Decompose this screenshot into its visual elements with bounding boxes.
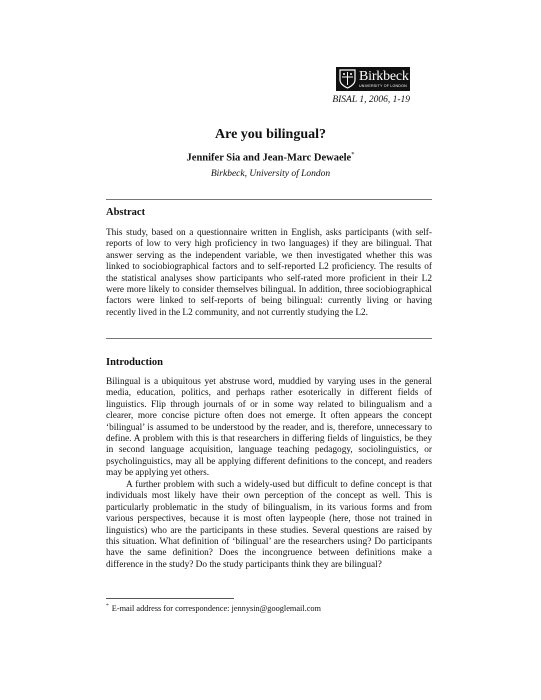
author-footnote-mark: * bbox=[351, 151, 355, 158]
logo-subtitle: UNIVERSITY OF LONDON bbox=[359, 83, 407, 88]
introduction-paragraph-2: A further problem with such a widely-used but difficult to define concept is that individuals most likely have their own perception of the concept as well. This is particularly problematic in the study of bilingualism, in its various forms and from various perspectives, because it is most often laypeople (here, those not trained in linguistics) who are the participants in these studies. Several questions are raised by this situation. What definition of ‘bilingual’ are the researchers using? Do participants have the same definition? Does the incongruence between definitions make a difference in the study? Do the study participants think they are bilingual? bbox=[106, 480, 432, 570]
introduction-paragraph-1: Bilingual is a ubiquitous yet abstruse word, muddied by varying uses in the general media, education, politics, and perhaps rather esoterically in different fields of linguistics. Flip through journals of or in some way related to bilingualism and a clearer, more concise picture often does not emerge. It often appears the concept ‘bilingual’ is assumed to be understood by the reader, and is, therefore, unnecessary to define. A problem with this is that researchers in differing fields of linguistics, be they in second language acquisition, language teaching pedagogy, sociolinguistics, or psycholinguistics, may all be applying different definitions to the concept, and readers may be applying yet others. bbox=[106, 377, 432, 479]
affiliation: Birkbeck, University of London bbox=[210, 169, 331, 179]
author-names: Jennifer Sia and Jean-Marc Dewaele bbox=[186, 152, 352, 164]
logo-name: Birkbeck bbox=[359, 68, 409, 84]
birkbeck-logo bbox=[336, 67, 410, 91]
abstract-body: This study, based on a questionnaire written in English, asks participants (with self-reports of low to very high proficiency in two languages) if they are bilingual. That answer serving as the independent variable, we then investigated whether this was linked to sociobiographical factors and to self-reported L2 proficiency. The results of the statistical analyses show participants who self-rated more proficient in their L2 were more likely to consider themselves bilingual. In addition, three sociobiographical factors were linked to self-reports of being bilingual: currently living or having recently lived in the L2 community, and not currently studying the L2. bbox=[106, 228, 432, 318]
journal-reference: BISAL 1, 2006, 1-19 bbox=[332, 95, 410, 105]
abstract-top-rule bbox=[106, 199, 432, 200]
paper-title: Are you bilingual? bbox=[215, 127, 326, 142]
footnote-mark: * bbox=[106, 603, 109, 609]
footnote-rule bbox=[106, 598, 234, 599]
footnote-text: E-mail address for correspondence: jennysin@googlemail.com bbox=[111, 603, 321, 613]
introduction-heading: Introduction bbox=[106, 357, 163, 368]
footnote bbox=[106, 603, 321, 613]
author-line bbox=[0, 151, 541, 164]
birkbeck-crest-icon bbox=[339, 69, 356, 89]
abstract-bottom-rule bbox=[106, 338, 432, 339]
abstract-heading: Abstract bbox=[106, 207, 146, 218]
